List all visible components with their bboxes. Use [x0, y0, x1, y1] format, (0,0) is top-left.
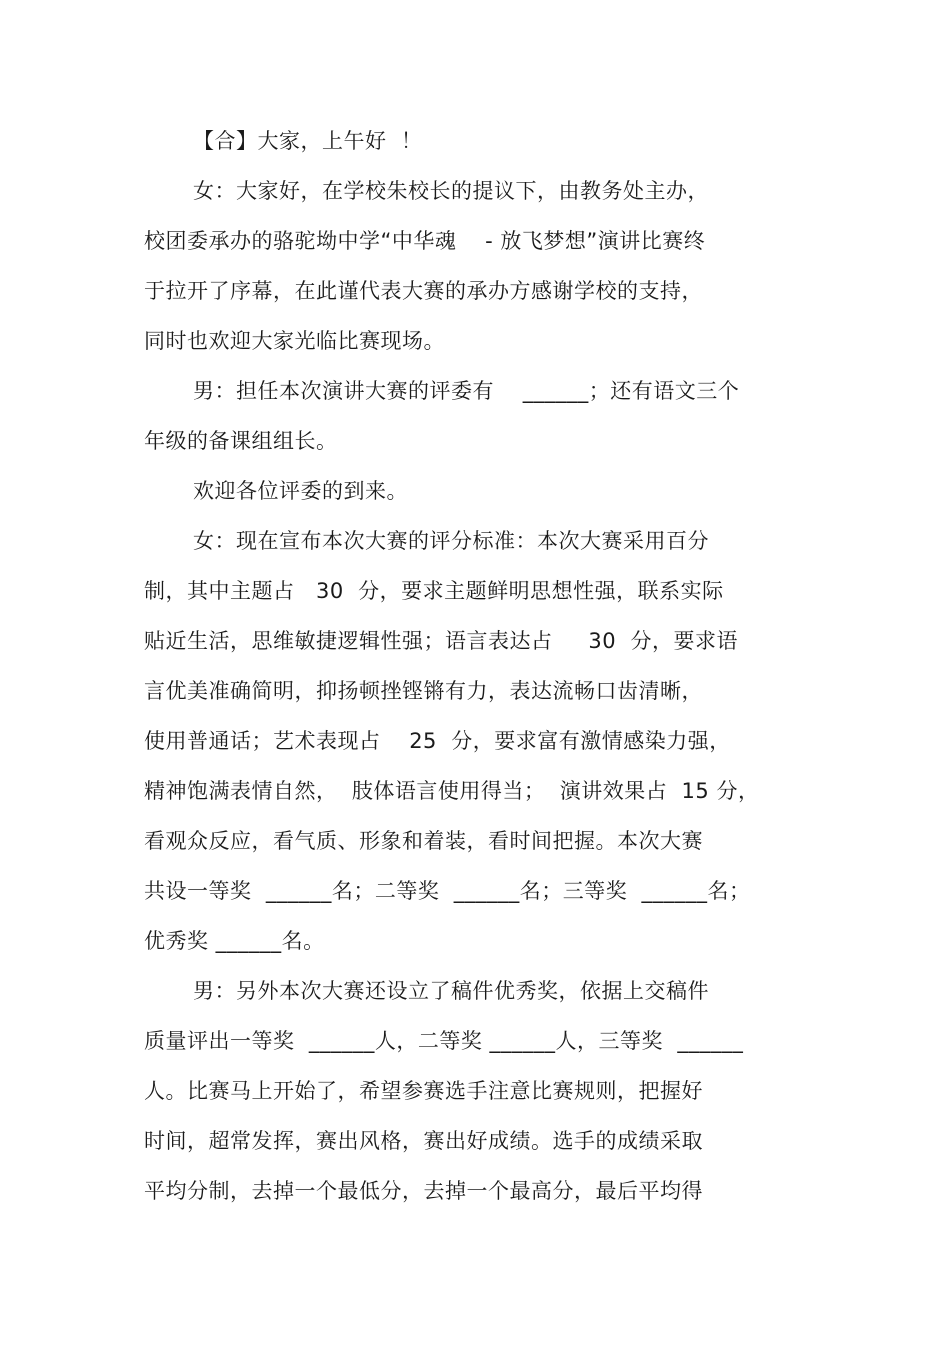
- paragraph-line: 精神饱满表情自然， 肢体语言使用得当； 演讲效果占 15 分，: [144, 779, 760, 803]
- paragraph-line: 年级的备课组组长。: [144, 429, 338, 453]
- paragraph-line: 同时也欢迎大家光临比赛现场。: [144, 329, 445, 353]
- paragraph-line: 贴近生活，思维敏捷逻辑性强；语言表达占 30 分，要求语: [144, 629, 738, 653]
- paragraph-line: 优秀奖 ______名。: [144, 929, 325, 953]
- paragraph-line: 女：大家好，在学校朱校长的提议下，由教务处主办，: [193, 179, 709, 203]
- paragraph-line: 欢迎各位评委的到来。: [193, 479, 408, 503]
- paragraph-line: 制，其中主题占 30 分，要求主题鲜明思想性强，联系实际: [144, 579, 724, 603]
- paragraph-line: 平均分制，去掉一个最低分，去掉一个最高分，最后平均得: [144, 1179, 703, 1203]
- greeting-line: 【合】大家，上午好 ！: [193, 129, 423, 153]
- paragraph-line: 于拉开了序幕，在此谨代表大赛的承办方感谢学校的支持，: [144, 279, 703, 303]
- paragraph-line: 言优美准确简明，抑扬顿挫铿锵有力，表达流畅口齿清晰，: [144, 679, 703, 703]
- paragraph-line: 质量评出一等奖 ______人，二等奖 ______人，三等奖 ______: [144, 1029, 744, 1053]
- paragraph-line: 时间，超常发挥，赛出风格，赛出好成绩。选手的成绩采取: [144, 1129, 703, 1153]
- paragraph-line: 女：现在宣布本次大赛的评分标准：本次大赛采用百分: [193, 529, 709, 553]
- paragraph-line: 校团委承办的骆驼坳中学“中华魂 - 放飞梦想”演讲比赛终: [144, 229, 706, 253]
- paragraph-line: 使用普通话；艺术表现占 25 分，要求富有激情感染力强，: [144, 729, 731, 753]
- paragraph-line: 共设一等奖 ______名；二等奖 ______名；三等奖 ______名；: [144, 879, 751, 903]
- paragraph-line: 男：担任本次演讲大赛的评委有 ______；还有语文三个: [193, 379, 740, 403]
- paragraph-line: 人。比赛马上开始了，希望参赛选手注意比赛规则，把握好: [144, 1079, 703, 1103]
- paragraph-line: 看观众反应，看气质、形象和着装，看时间把握。本次大赛: [144, 829, 703, 853]
- paragraph-line: 男：另外本次大赛还设立了稿件优秀奖，依据上交稿件: [193, 979, 709, 1003]
